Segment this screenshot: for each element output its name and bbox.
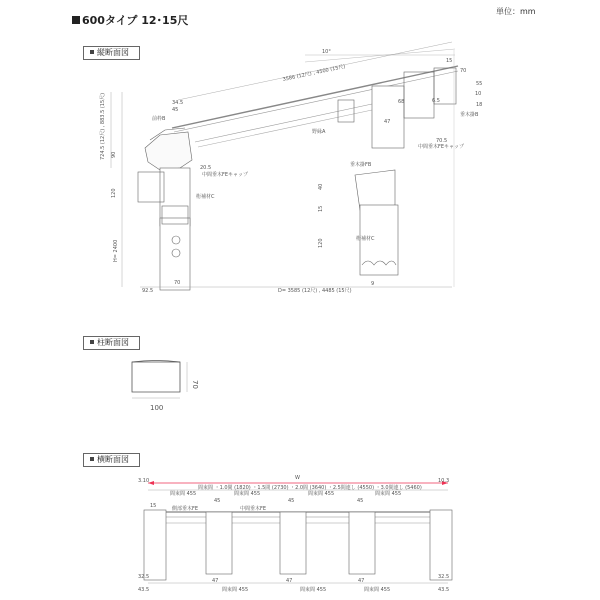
dim-47-2: 47 — [286, 578, 293, 584]
dim-70b: 70 — [174, 280, 181, 286]
angle-label: 10° — [322, 49, 331, 55]
dim-32-5-left: 32.5 — [138, 574, 150, 580]
rafter-line-lower — [198, 110, 372, 147]
dim-9: 9 — [371, 281, 375, 287]
beam-c-label: 桁補材C — [196, 194, 215, 200]
front-gutter — [145, 132, 192, 170]
dim-70-5: 70.5 — [436, 138, 448, 144]
dim-15c: 15 — [318, 205, 324, 212]
column-width-label: 100 — [150, 404, 164, 412]
bays-label: 間束間 ・1.0間 (1820) ・1.5間 (2730) ・2.0間 (3640) ・2.5間連し (4550) ・3.0間連し (5460) — [198, 485, 422, 491]
left-column-upper — [160, 168, 190, 226]
bay-bottom-label-1: 間束間 455 — [222, 587, 249, 593]
rafter-a-label: 野縁A — [312, 129, 326, 135]
detail-top — [355, 170, 395, 210]
bay-bottom-label-3: 間束間 455 — [364, 587, 391, 593]
total-height-label: 724.5 (12尺) , 883.5 (15尺) — [100, 92, 106, 160]
right-rafter-label: 垂木掛B — [460, 112, 479, 118]
unit-label: 単位：mm — [496, 7, 536, 16]
dim-92-5: 92.5 — [142, 288, 154, 294]
column-height-label: 70 — [191, 380, 199, 389]
dim-43-5-right: 43.5 — [438, 587, 450, 593]
dim-120: 120 — [111, 188, 117, 198]
post-2 — [206, 512, 232, 574]
dim-47-1: 47 — [212, 578, 219, 584]
dim-47: 47 — [384, 119, 391, 125]
section-label-text: 横断面図 — [97, 455, 129, 464]
dim-45-2: 45 — [288, 498, 295, 504]
dim-10: 10 — [475, 91, 482, 97]
rafter-line — [195, 104, 372, 142]
column-section — [132, 361, 187, 399]
post-4 — [349, 512, 375, 574]
fb-label: 垂木掛FB — [350, 162, 372, 168]
h-label: H= 2400 — [113, 239, 119, 262]
dim-70: 70 — [460, 68, 467, 74]
dim-120b: 120 — [318, 238, 324, 248]
dim-45-3: 45 — [357, 498, 364, 504]
dim-40: 40 — [318, 183, 324, 190]
bay455-label-1: 間束間 455 — [170, 491, 197, 497]
dim-6-5: 6.5 — [432, 98, 440, 104]
right-beam — [372, 86, 404, 148]
dim-43-5-left: 43.5 — [138, 587, 150, 593]
front-frame-label: 前枠B — [152, 116, 166, 122]
page-title-text: 600タイプ 12･15尺 — [82, 14, 189, 27]
fb-cap-label: 中間垂木FEキャップ — [202, 172, 249, 178]
bay455-label-4: 間束間 455 — [375, 491, 402, 497]
dim-90: 90 — [111, 151, 117, 158]
dim-10-3: 10.3 — [438, 478, 450, 484]
dim-45-1: 45 — [214, 498, 221, 504]
section-label-text: 柱断面図 — [97, 338, 129, 347]
roof-sheet-bottom — [174, 71, 458, 132]
dim-15: 15 — [150, 503, 157, 509]
dim-45: 45 — [172, 107, 179, 113]
column-profile — [132, 362, 180, 392]
bay-bottom-label-2: 間束間 455 — [300, 587, 327, 593]
post-1 — [144, 510, 166, 580]
dim-68: 68 — [398, 99, 405, 105]
dim-34-5: 34.5 — [172, 100, 184, 106]
longitudinal-text — [99, 49, 482, 294]
dim-3-10: 3.10 — [138, 478, 150, 484]
bay455-label-3: 間束間 455 — [308, 491, 335, 497]
dim-20-5: 20.5 — [200, 165, 212, 171]
w-label: W — [295, 475, 300, 481]
bay455-label-2: 間束間 455 — [234, 491, 261, 497]
dim-55: 55 — [476, 81, 483, 87]
post-5 — [430, 510, 452, 580]
fe-label: 中間垂木FE — [240, 506, 267, 512]
depth-label: D= 3585 (12尺) , 4485 (15尺) — [278, 288, 352, 294]
beam-c2-label: 桁補材C — [356, 236, 375, 242]
side-fe-label: 側部垂木FE — [172, 506, 199, 512]
dim-47-3: 47 — [358, 578, 365, 584]
dim-18: 18 — [476, 102, 483, 108]
fb-cap2-label: 中間垂木FEキャップ — [418, 144, 465, 150]
dim-32-5-right: 32.5 — [438, 574, 450, 580]
slope-length-label: 3586 (12尺) , 4500 (15尺) — [282, 63, 346, 83]
dim-15: 15 — [446, 58, 453, 64]
section-label-text: 縦断面図 — [97, 48, 129, 57]
post-3 — [280, 512, 306, 574]
right-rafter-holder — [404, 72, 434, 118]
